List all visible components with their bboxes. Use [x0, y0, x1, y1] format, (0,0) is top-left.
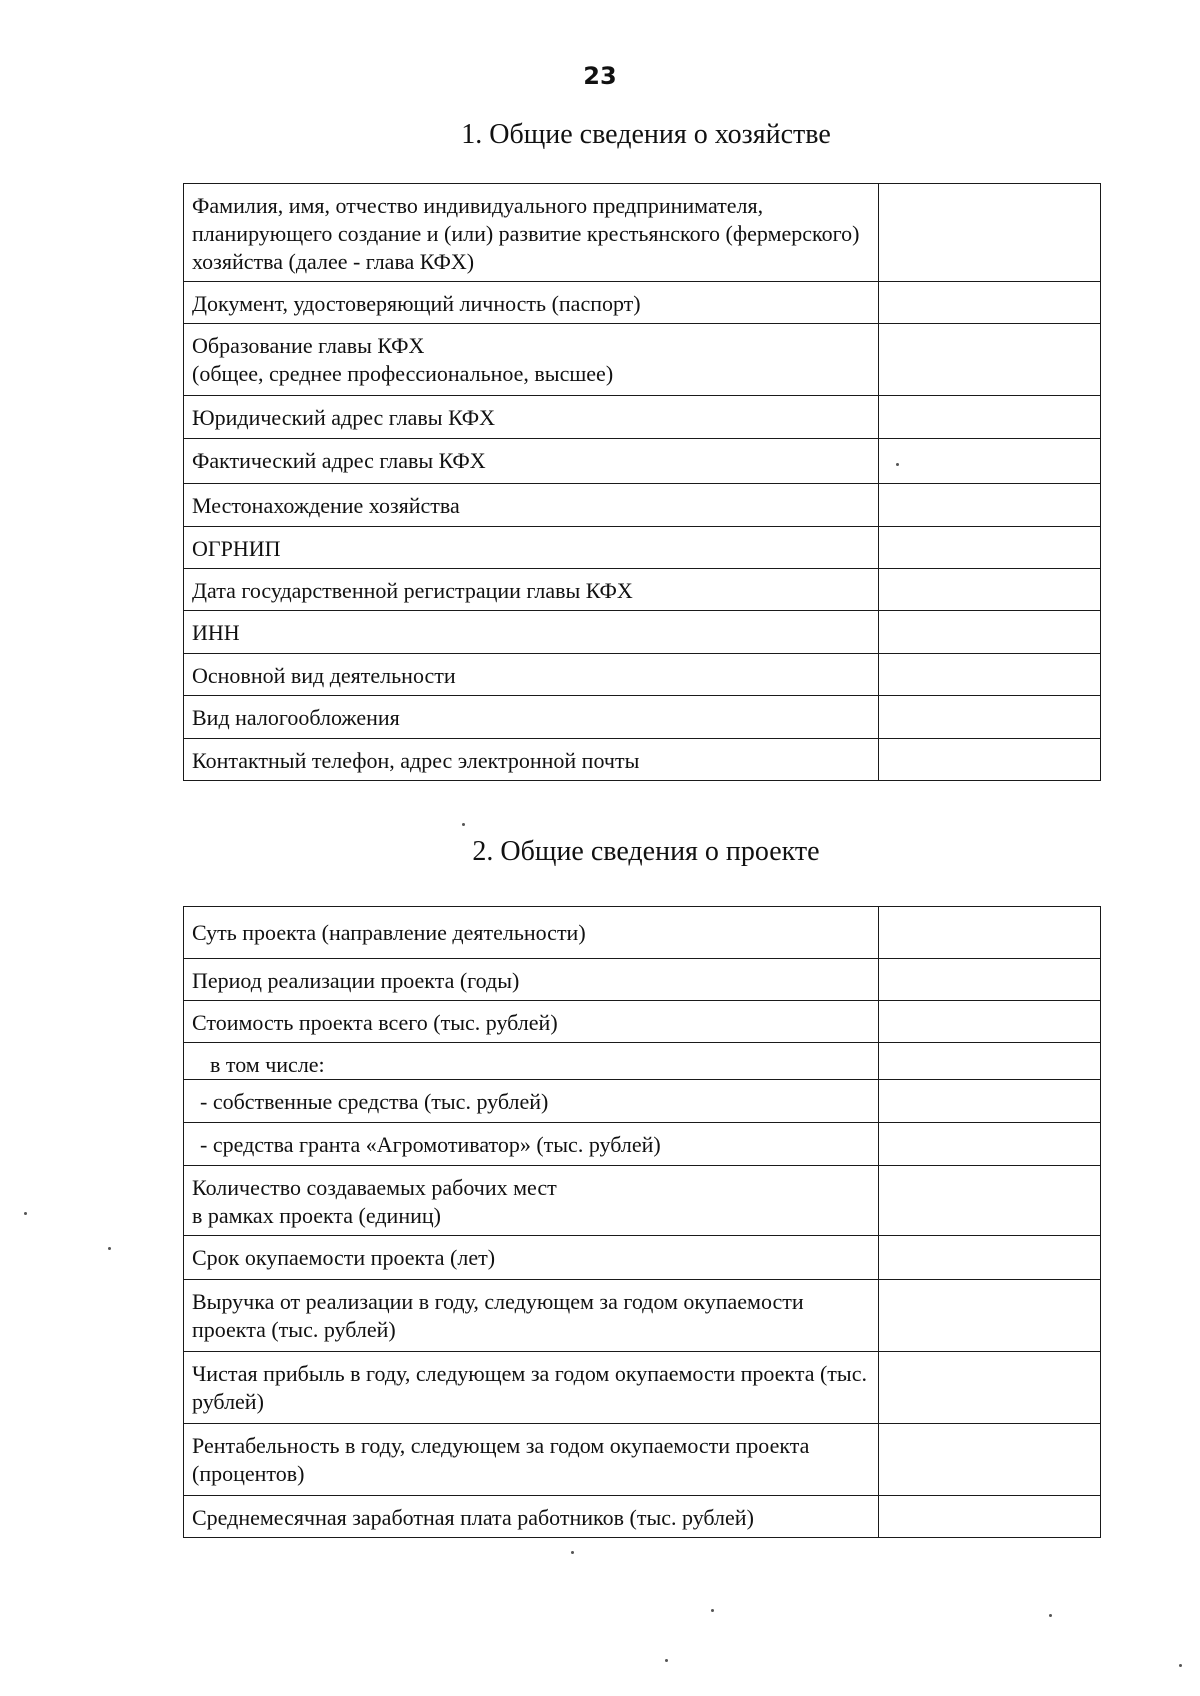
section-1-title: 1. Общие сведения о хозяйстве: [461, 119, 831, 150]
table-row: [184, 1424, 1101, 1496]
row-value-field[interactable]: [879, 1080, 1101, 1123]
farm-info-table: [183, 183, 1101, 781]
table-row: [184, 439, 1101, 484]
table-row: [184, 1123, 1101, 1166]
table-row: [184, 324, 1101, 396]
table-row: [184, 654, 1101, 696]
scan-speck: [571, 1551, 574, 1554]
row-label: Дата государственной регистрации главы КФХ: [184, 569, 879, 611]
row-value-field[interactable]: [879, 1001, 1101, 1043]
row-value-field[interactable]: [879, 439, 1101, 484]
row-value-field[interactable]: [879, 959, 1101, 1001]
scan-speck: [896, 463, 899, 466]
table-row: [184, 1166, 1101, 1236]
table-row: [184, 1043, 1101, 1080]
row-value-field[interactable]: [879, 696, 1101, 739]
row-value-field[interactable]: [879, 1166, 1101, 1236]
scan-speck: [1179, 1664, 1182, 1667]
row-label: Вид налогообложения: [184, 696, 879, 739]
table-row: [184, 1496, 1101, 1538]
row-label: Количество создаваемых рабочих мест в рамках проекта (единиц): [184, 1166, 879, 1236]
scan-speck: [665, 1659, 668, 1662]
row-label: Образование главы КФХ (общее, среднее профессиональное, высшее): [184, 324, 879, 396]
row-label: Документ, удостоверяющий личность (паспорт): [184, 282, 879, 324]
row-label: Местонахождение хозяйства: [184, 484, 879, 527]
row-label: в том числе:: [184, 1043, 879, 1080]
table-row: [184, 611, 1101, 654]
row-value-field[interactable]: [879, 1496, 1101, 1538]
row-label: Чистая прибыль в году, следующем за годом окупаемости проекта (тыс. рублей): [184, 1352, 879, 1424]
table-row: [184, 569, 1101, 611]
row-label: - собственные средства (тыс. рублей): [184, 1080, 879, 1123]
table-row: [184, 959, 1101, 1001]
scan-speck: [462, 823, 465, 826]
row-label: - средства гранта «Агромотиватор» (тыс. рублей): [184, 1123, 879, 1166]
table-row: [184, 184, 1101, 282]
table-row: [184, 1280, 1101, 1352]
table-row: [184, 527, 1101, 569]
row-value-field[interactable]: [879, 396, 1101, 439]
row-value-field[interactable]: [879, 324, 1101, 396]
row-value-field[interactable]: [879, 527, 1101, 569]
row-value-field[interactable]: [879, 184, 1101, 282]
row-value-field[interactable]: [879, 569, 1101, 611]
row-value-field[interactable]: [879, 739, 1101, 781]
row-label: Среднемесячная заработная плата работников (тыс. рублей): [184, 1496, 879, 1538]
table-row: [184, 1352, 1101, 1424]
row-label: Контактный телефон, адрес электронной почты: [184, 739, 879, 781]
row-label: Выручка от реализации в году, следующем за годом окупаемости проекта (тыс. рублей): [184, 1280, 879, 1352]
page-number: 23: [583, 62, 617, 90]
table-row: [184, 1080, 1101, 1123]
scan-speck: [1049, 1614, 1052, 1617]
table-row: [184, 1236, 1101, 1280]
row-value-field[interactable]: [879, 282, 1101, 324]
row-label: Период реализации проекта (годы): [184, 959, 879, 1001]
table-row: [184, 396, 1101, 439]
table-row: [184, 739, 1101, 781]
row-label: Фактический адрес главы КФХ: [184, 439, 879, 484]
row-value-field[interactable]: [879, 1123, 1101, 1166]
row-label: Срок окупаемости проекта (лет): [184, 1236, 879, 1280]
table-row: [184, 484, 1101, 527]
table-row: [184, 282, 1101, 324]
row-label: ИНН: [184, 611, 879, 654]
row-label: ОГРНИП: [184, 527, 879, 569]
row-label: Юридический адрес главы КФХ: [184, 396, 879, 439]
row-value-field[interactable]: [879, 1352, 1101, 1424]
row-value-field[interactable]: [879, 1280, 1101, 1352]
row-label: Суть проекта (направление деятельности): [184, 907, 879, 959]
row-value-field[interactable]: [879, 1236, 1101, 1280]
scan-speck: [108, 1247, 111, 1250]
row-label: Основной вид деятельности: [184, 654, 879, 696]
row-value-field[interactable]: [879, 484, 1101, 527]
row-label: Фамилия, имя, отчество индивидуального предпринимателя, планирующего создание и (или) развитие крестьянского (фермерского) хозяйства (далее - глава КФХ): [184, 184, 879, 282]
row-value-field[interactable]: [879, 907, 1101, 959]
row-label: Рентабельность в году, следующем за годом окупаемости проекта (процентов): [184, 1424, 879, 1496]
table-row: [184, 1001, 1101, 1043]
scan-speck: [24, 1212, 27, 1215]
row-value-field[interactable]: [879, 1043, 1101, 1080]
table-row: [184, 907, 1101, 959]
table-row: [184, 696, 1101, 739]
scan-speck: [711, 1609, 714, 1612]
section-2-title: 2. Общие сведения о проекте: [472, 836, 820, 867]
row-value-field[interactable]: [879, 1424, 1101, 1496]
row-label: Стоимость проекта всего (тыс. рублей): [184, 1001, 879, 1043]
row-value-field[interactable]: [879, 654, 1101, 696]
project-info-table: [183, 906, 1101, 1538]
row-value-field[interactable]: [879, 611, 1101, 654]
